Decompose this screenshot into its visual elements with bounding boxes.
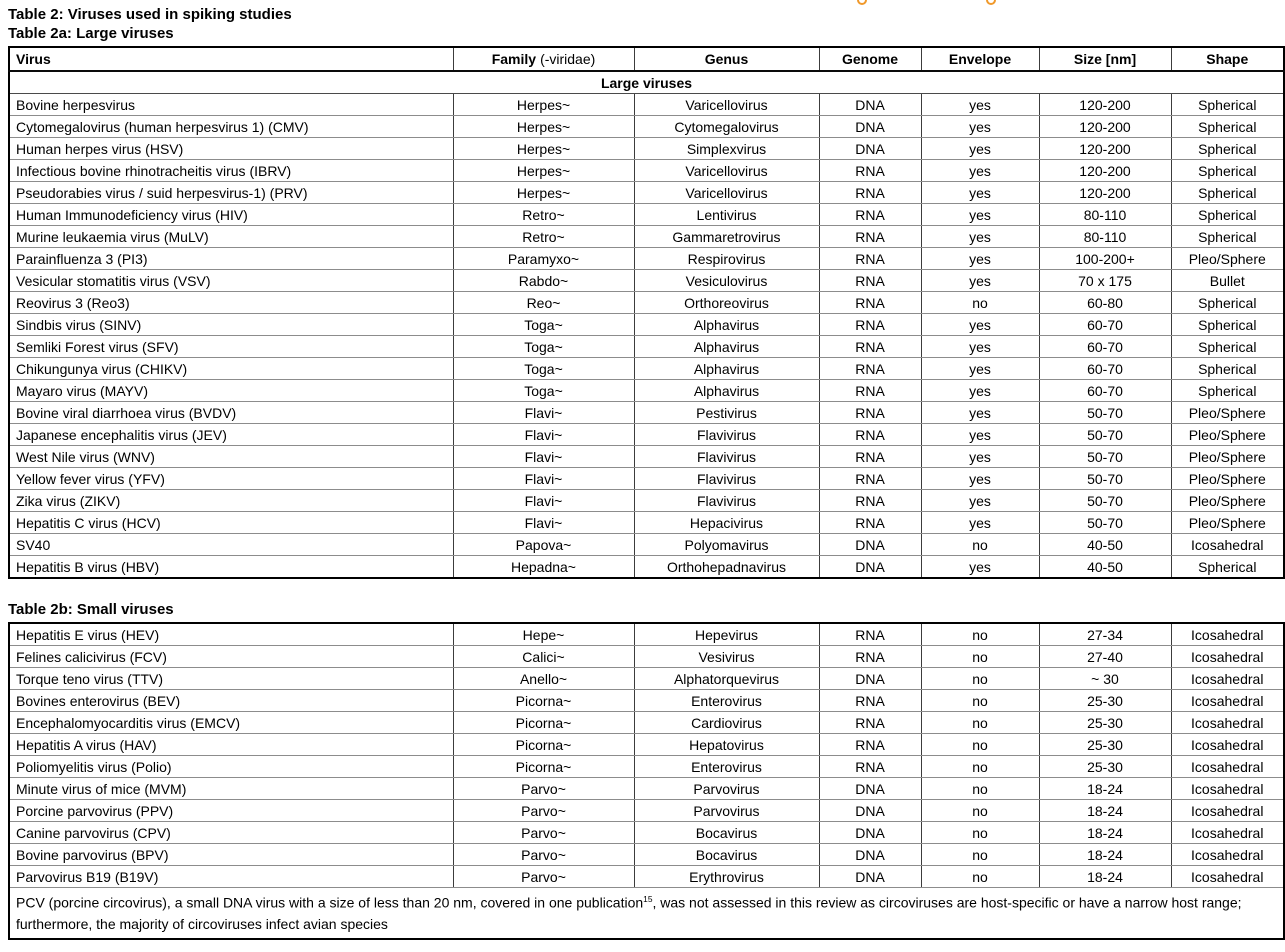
- cell-size: 60-70: [1039, 380, 1171, 402]
- cell-envelope: yes: [921, 314, 1039, 336]
- cell-shape: Spherical: [1171, 314, 1284, 336]
- cell-shape: Icosahedral: [1171, 756, 1284, 778]
- cell-shape: Pleo/Sphere: [1171, 446, 1284, 468]
- col-header-size: Size [nm]: [1039, 47, 1171, 71]
- cell-genus: Alphavirus: [634, 314, 819, 336]
- cell-envelope: no: [921, 844, 1039, 866]
- footnote-text-after-citation: , was not assessed in this review as circoviruses are host-specific or have a narrow host range; furthermore, the majority of circoviruses infect avian species: [16, 894, 1242, 932]
- cell-family: Retro~: [453, 226, 634, 248]
- cell-genus: Hepacivirus: [634, 512, 819, 534]
- cell-family: Herpes~: [453, 138, 634, 160]
- cell-family: Herpes~: [453, 160, 634, 182]
- cell-genome: DNA: [819, 800, 921, 822]
- cell-virus: Reovirus 3 (Reo3): [9, 292, 453, 314]
- cell-size: 60-70: [1039, 358, 1171, 380]
- col-header-family: [453, 47, 634, 71]
- cell-shape: Spherical: [1171, 138, 1284, 160]
- cell-shape: Icosahedral: [1171, 646, 1284, 668]
- cell-envelope: no: [921, 712, 1039, 734]
- cell-family: Parvo~: [453, 844, 634, 866]
- cell-virus: Bovines enterovirus (BEV): [9, 690, 453, 712]
- table-row: [9, 94, 1284, 116]
- cell-genus: Cardiovirus: [634, 712, 819, 734]
- cell-virus: Vesicular stomatitis virus (VSV): [9, 270, 453, 292]
- cell-shape: Icosahedral: [1171, 668, 1284, 690]
- cell-family: Paramyxo~: [453, 248, 634, 270]
- cell-size: ~ 30: [1039, 668, 1171, 690]
- cell-genus: Bocavirus: [634, 844, 819, 866]
- table-row: [9, 668, 1284, 690]
- table-row: [9, 778, 1284, 800]
- cell-genome: DNA: [819, 556, 921, 579]
- cell-genus: Polyomavirus: [634, 534, 819, 556]
- table-row: [9, 534, 1284, 556]
- cell-size: 50-70: [1039, 446, 1171, 468]
- table-row: [9, 490, 1284, 512]
- cell-size: 50-70: [1039, 512, 1171, 534]
- cell-envelope: no: [921, 800, 1039, 822]
- cell-genome: DNA: [819, 866, 921, 888]
- cell-envelope: yes: [921, 468, 1039, 490]
- cell-virus: SV40: [9, 534, 453, 556]
- cell-genome: RNA: [819, 358, 921, 380]
- cell-family: Picorna~: [453, 712, 634, 734]
- cell-family: Parvo~: [453, 822, 634, 844]
- cell-genome: DNA: [819, 844, 921, 866]
- cell-envelope: yes: [921, 248, 1039, 270]
- cell-genus: Alphavirus: [634, 358, 819, 380]
- cell-family: Picorna~: [453, 734, 634, 756]
- cell-envelope: yes: [921, 270, 1039, 292]
- footnote-cell: [9, 888, 1284, 939]
- cell-genome: RNA: [819, 446, 921, 468]
- cell-virus: Murine leukaemia virus (MuLV): [9, 226, 453, 248]
- cell-size: 120-200: [1039, 182, 1171, 204]
- cell-genus: Varicellovirus: [634, 160, 819, 182]
- cell-genome: RNA: [819, 623, 921, 646]
- cell-virus: Bovine parvovirus (BPV): [9, 844, 453, 866]
- cell-virus: Japanese encephalitis virus (JEV): [9, 424, 453, 446]
- cell-family: Flavi~: [453, 446, 634, 468]
- table-row: [9, 822, 1284, 844]
- cell-shape: Icosahedral: [1171, 800, 1284, 822]
- cell-envelope: yes: [921, 402, 1039, 424]
- table-row: [9, 314, 1284, 336]
- cell-family: Flavi~: [453, 468, 634, 490]
- cell-shape: Spherical: [1171, 182, 1284, 204]
- cell-envelope: yes: [921, 512, 1039, 534]
- table-row: [9, 800, 1284, 822]
- table-row: [9, 270, 1284, 292]
- cell-shape: Icosahedral: [1171, 690, 1284, 712]
- cell-envelope: yes: [921, 424, 1039, 446]
- cell-shape: Icosahedral: [1171, 822, 1284, 844]
- cell-shape: Spherical: [1171, 380, 1284, 402]
- cell-genome: RNA: [819, 182, 921, 204]
- cell-virus: Chikungunya virus (CHIKV): [9, 358, 453, 380]
- cell-virus: Infectious bovine rhinotracheitis virus (IBRV): [9, 160, 453, 182]
- cell-genome: RNA: [819, 734, 921, 756]
- cell-genus: Hepatovirus: [634, 734, 819, 756]
- cell-size: 80-110: [1039, 204, 1171, 226]
- cell-virus: Poliomyelitis virus (Polio): [9, 756, 453, 778]
- cell-size: 60-80: [1039, 292, 1171, 314]
- cell-size: 80-110: [1039, 226, 1171, 248]
- table-row: [9, 380, 1284, 402]
- table-2b: [8, 622, 1285, 940]
- cell-genus: Hepevirus: [634, 623, 819, 646]
- table-row: [9, 866, 1284, 888]
- cell-virus: Zika virus (ZIKV): [9, 490, 453, 512]
- cell-size: 25-30: [1039, 734, 1171, 756]
- cell-envelope: no: [921, 292, 1039, 314]
- cell-size: 27-34: [1039, 623, 1171, 646]
- table-row: [9, 402, 1284, 424]
- cell-virus: Mayaro virus (MAYV): [9, 380, 453, 402]
- cell-family: Herpes~: [453, 116, 634, 138]
- cell-shape: Bullet: [1171, 270, 1284, 292]
- cell-genus: Orthoreovirus: [634, 292, 819, 314]
- cell-virus: Sindbis virus (SINV): [9, 314, 453, 336]
- col-header-genome: Genome: [819, 47, 921, 71]
- cell-genus: Cytomegalovirus: [634, 116, 819, 138]
- citation-superscript: 15: [643, 894, 653, 904]
- table-row: [9, 226, 1284, 248]
- table-row: [9, 446, 1284, 468]
- cell-shape: Pleo/Sphere: [1171, 468, 1284, 490]
- cell-envelope: no: [921, 822, 1039, 844]
- cell-genus: Vesivirus: [634, 646, 819, 668]
- cell-size: 25-30: [1039, 712, 1171, 734]
- cell-family: Papova~: [453, 534, 634, 556]
- cell-genus: Lentivirus: [634, 204, 819, 226]
- cell-genus: Respirovirus: [634, 248, 819, 270]
- cell-virus: Hepatitis E virus (HEV): [9, 623, 453, 646]
- cell-family: Parvo~: [453, 800, 634, 822]
- cell-genome: DNA: [819, 94, 921, 116]
- cell-size: 50-70: [1039, 468, 1171, 490]
- cell-virus: Bovine herpesvirus: [9, 94, 453, 116]
- cell-shape: Spherical: [1171, 116, 1284, 138]
- cell-shape: Spherical: [1171, 226, 1284, 248]
- cell-envelope: no: [921, 734, 1039, 756]
- cell-shape: Icosahedral: [1171, 712, 1284, 734]
- cell-size: 40-50: [1039, 534, 1171, 556]
- cell-size: 40-50: [1039, 556, 1171, 579]
- cell-virus: Porcine parvovirus (PPV): [9, 800, 453, 822]
- cell-shape: Icosahedral: [1171, 866, 1284, 888]
- cell-family: Calici~: [453, 646, 634, 668]
- table-row: [9, 512, 1284, 534]
- cell-size: 70 x 175: [1039, 270, 1171, 292]
- cell-genome: RNA: [819, 424, 921, 446]
- cell-virus: Parvovirus B19 (B19V): [9, 866, 453, 888]
- cell-envelope: yes: [921, 204, 1039, 226]
- cell-envelope: no: [921, 623, 1039, 646]
- table-row: [9, 623, 1284, 646]
- cell-genome: RNA: [819, 512, 921, 534]
- cell-envelope: no: [921, 668, 1039, 690]
- cell-virus: Canine parvovirus (CPV): [9, 822, 453, 844]
- cell-genus: Enterovirus: [634, 756, 819, 778]
- cell-genome: DNA: [819, 668, 921, 690]
- cell-shape: Icosahedral: [1171, 844, 1284, 866]
- table-row: [9, 358, 1284, 380]
- cell-shape: Icosahedral: [1171, 734, 1284, 756]
- table-row: [9, 204, 1284, 226]
- cell-family: Toga~: [453, 336, 634, 358]
- cell-genome: RNA: [819, 756, 921, 778]
- cell-size: 50-70: [1039, 490, 1171, 512]
- cell-size: 120-200: [1039, 138, 1171, 160]
- cell-family: Flavi~: [453, 424, 634, 446]
- cell-family: Rabdo~: [453, 270, 634, 292]
- table-title: Table 2: Viruses used in spiking studies: [8, 6, 292, 23]
- cell-size: 120-200: [1039, 160, 1171, 182]
- cell-genus: Flavivirus: [634, 446, 819, 468]
- cell-size: 60-70: [1039, 314, 1171, 336]
- cell-genus: Flavivirus: [634, 468, 819, 490]
- table-row: [9, 116, 1284, 138]
- cell-envelope: no: [921, 534, 1039, 556]
- cell-envelope: no: [921, 778, 1039, 800]
- table-2a: [8, 46, 1285, 579]
- section-label-large-viruses: Large viruses: [9, 71, 1284, 94]
- table-row: [9, 292, 1284, 314]
- cell-genome: RNA: [819, 314, 921, 336]
- cell-virus: Cytomegalovirus (human herpesvirus 1) (CMV): [9, 116, 453, 138]
- cell-shape: Spherical: [1171, 94, 1284, 116]
- table-2a-caption: Table 2a: Large viruses: [8, 25, 174, 42]
- cell-virus: Bovine viral diarrhoea virus (BVDV): [9, 402, 453, 424]
- table-row: [9, 160, 1284, 182]
- cell-genome: RNA: [819, 226, 921, 248]
- cell-genus: Alphatorquevirus: [634, 668, 819, 690]
- cell-family: Toga~: [453, 314, 634, 336]
- cell-virus: Hepatitis B virus (HBV): [9, 556, 453, 579]
- cell-envelope: yes: [921, 490, 1039, 512]
- cell-shape: Spherical: [1171, 160, 1284, 182]
- cell-shape: Spherical: [1171, 336, 1284, 358]
- cell-family: Reo~: [453, 292, 634, 314]
- cell-family: Herpes~: [453, 182, 634, 204]
- cell-size: 120-200: [1039, 116, 1171, 138]
- cell-genus: Varicellovirus: [634, 182, 819, 204]
- cell-virus: West Nile virus (WNV): [9, 446, 453, 468]
- cell-virus: Torque teno virus (TTV): [9, 668, 453, 690]
- cell-genus: Bocavirus: [634, 822, 819, 844]
- cell-genus: Flavivirus: [634, 490, 819, 512]
- cell-genome: RNA: [819, 380, 921, 402]
- cell-size: 18-24: [1039, 800, 1171, 822]
- cell-shape: Icosahedral: [1171, 623, 1284, 646]
- cell-virus: Parainfluenza 3 (PI3): [9, 248, 453, 270]
- cell-family: Parvo~: [453, 866, 634, 888]
- table-row: [9, 844, 1284, 866]
- cell-family: Retro~: [453, 204, 634, 226]
- cell-genus: Alphavirus: [634, 380, 819, 402]
- section-row: [9, 71, 1284, 94]
- cell-genome: RNA: [819, 336, 921, 358]
- cell-genome: DNA: [819, 116, 921, 138]
- cell-family: Parvo~: [453, 778, 634, 800]
- cell-envelope: yes: [921, 160, 1039, 182]
- footnote-row: [9, 888, 1284, 939]
- cell-genome: RNA: [819, 160, 921, 182]
- cell-genome: RNA: [819, 712, 921, 734]
- cell-genus: Pestivirus: [634, 402, 819, 424]
- cell-virus: Human herpes virus (HSV): [9, 138, 453, 160]
- cell-genus: Flavivirus: [634, 424, 819, 446]
- cell-size: 100-200+: [1039, 248, 1171, 270]
- cell-genome: RNA: [819, 204, 921, 226]
- table-row: [9, 690, 1284, 712]
- cell-genus: Enterovirus: [634, 690, 819, 712]
- cell-genome: RNA: [819, 402, 921, 424]
- cell-size: 60-70: [1039, 336, 1171, 358]
- cell-size: 25-30: [1039, 756, 1171, 778]
- cell-virus: Yellow fever virus (YFV): [9, 468, 453, 490]
- cell-family: Hepe~: [453, 623, 634, 646]
- cell-virus: Hepatitis C virus (HCV): [9, 512, 453, 534]
- cell-family: Hepadna~: [453, 556, 634, 579]
- cell-envelope: yes: [921, 182, 1039, 204]
- cell-genome: RNA: [819, 292, 921, 314]
- cell-genome: DNA: [819, 534, 921, 556]
- cell-virus: Felines calicivirus (FCV): [9, 646, 453, 668]
- cell-family: Flavi~: [453, 512, 634, 534]
- table-row: [9, 182, 1284, 204]
- cell-size: 18-24: [1039, 778, 1171, 800]
- cell-size: 120-200: [1039, 94, 1171, 116]
- cell-shape: Spherical: [1171, 292, 1284, 314]
- cell-genus: Vesiculovirus: [634, 270, 819, 292]
- cell-genus: Simplexvirus: [634, 138, 819, 160]
- table-row: [9, 336, 1284, 358]
- table-row: [9, 424, 1284, 446]
- cell-envelope: no: [921, 646, 1039, 668]
- table-row: [9, 712, 1284, 734]
- col-header-genus: Genus: [634, 47, 819, 71]
- cell-envelope: yes: [921, 380, 1039, 402]
- cell-genus: Parvovirus: [634, 800, 819, 822]
- cell-envelope: yes: [921, 336, 1039, 358]
- cell-envelope: yes: [921, 116, 1039, 138]
- cell-shape: Spherical: [1171, 556, 1284, 579]
- table-row: [9, 468, 1284, 490]
- header-row: [9, 47, 1284, 71]
- cell-virus: Pseudorabies virus / suid herpesvirus-1) (PRV): [9, 182, 453, 204]
- table-row: [9, 248, 1284, 270]
- cell-size: 18-24: [1039, 844, 1171, 866]
- cell-genus: Erythrovirus: [634, 866, 819, 888]
- cell-family: Toga~: [453, 358, 634, 380]
- col-header-envelope: Envelope: [921, 47, 1039, 71]
- cell-family: Picorna~: [453, 690, 634, 712]
- cell-genus: Gammaretrovirus: [634, 226, 819, 248]
- cell-size: 50-70: [1039, 424, 1171, 446]
- cell-genome: RNA: [819, 270, 921, 292]
- cell-envelope: no: [921, 866, 1039, 888]
- cell-shape: Icosahedral: [1171, 534, 1284, 556]
- cell-genome: RNA: [819, 690, 921, 712]
- cell-genus: Parvovirus: [634, 778, 819, 800]
- cell-genus: Orthohepadnavirus: [634, 556, 819, 579]
- cell-virus: Encephalomyocarditis virus (EMCV): [9, 712, 453, 734]
- col-header-family-bold: Family: [491, 51, 537, 67]
- cell-size: 25-30: [1039, 690, 1171, 712]
- cell-envelope: yes: [921, 226, 1039, 248]
- cell-shape: Icosahedral: [1171, 778, 1284, 800]
- table-2b-caption: Table 2b: Small viruses: [8, 601, 174, 618]
- cell-virus: Minute virus of mice (MVM): [9, 778, 453, 800]
- cell-envelope: yes: [921, 358, 1039, 380]
- cell-shape: Pleo/Sphere: [1171, 248, 1284, 270]
- cell-genome: RNA: [819, 468, 921, 490]
- table-row: [9, 756, 1284, 778]
- table-row: [9, 138, 1284, 160]
- cell-size: 18-24: [1039, 866, 1171, 888]
- cell-virus: Human Immunodeficiency virus (HIV): [9, 204, 453, 226]
- cell-genus: Varicellovirus: [634, 94, 819, 116]
- cell-family: Picorna~: [453, 756, 634, 778]
- cell-shape: Pleo/Sphere: [1171, 402, 1284, 424]
- cell-shape: Pleo/Sphere: [1171, 512, 1284, 534]
- cell-family: Anello~: [453, 668, 634, 690]
- cell-envelope: yes: [921, 138, 1039, 160]
- cell-envelope: no: [921, 690, 1039, 712]
- cell-shape: Pleo/Sphere: [1171, 424, 1284, 446]
- cell-genome: RNA: [819, 490, 921, 512]
- cell-family: Flavi~: [453, 402, 634, 424]
- cell-genome: RNA: [819, 646, 921, 668]
- cell-virus: Hepatitis A virus (HAV): [9, 734, 453, 756]
- cell-envelope: yes: [921, 94, 1039, 116]
- cell-size: 18-24: [1039, 822, 1171, 844]
- cell-shape: Spherical: [1171, 204, 1284, 226]
- col-header-virus: Virus: [9, 47, 453, 71]
- col-header-shape: Shape: [1171, 47, 1284, 71]
- table-row: [9, 734, 1284, 756]
- cell-size: 27-40: [1039, 646, 1171, 668]
- cell-size: 50-70: [1039, 402, 1171, 424]
- footnote-text-before-citation: PCV (porcine circovirus), a small DNA virus with a size of less than 20 nm, covered in one publication: [16, 894, 644, 911]
- cell-envelope: yes: [921, 446, 1039, 468]
- table-row: [9, 646, 1284, 668]
- cell-genome: DNA: [819, 138, 921, 160]
- cell-virus: Semliki Forest virus (SFV): [9, 336, 453, 358]
- col-header-family-suffix: (-viridae): [540, 51, 596, 67]
- cell-shape: Spherical: [1171, 358, 1284, 380]
- cell-envelope: no: [921, 756, 1039, 778]
- cell-family: Flavi~: [453, 490, 634, 512]
- cell-envelope: yes: [921, 556, 1039, 579]
- cell-genome: DNA: [819, 822, 921, 844]
- table-row: [9, 556, 1284, 579]
- cell-family: Herpes~: [453, 94, 634, 116]
- cell-genus: Alphavirus: [634, 336, 819, 358]
- cell-family: Toga~: [453, 380, 634, 402]
- cell-genome: DNA: [819, 778, 921, 800]
- cell-genome: RNA: [819, 248, 921, 270]
- cell-shape: Pleo/Sphere: [1171, 490, 1284, 512]
